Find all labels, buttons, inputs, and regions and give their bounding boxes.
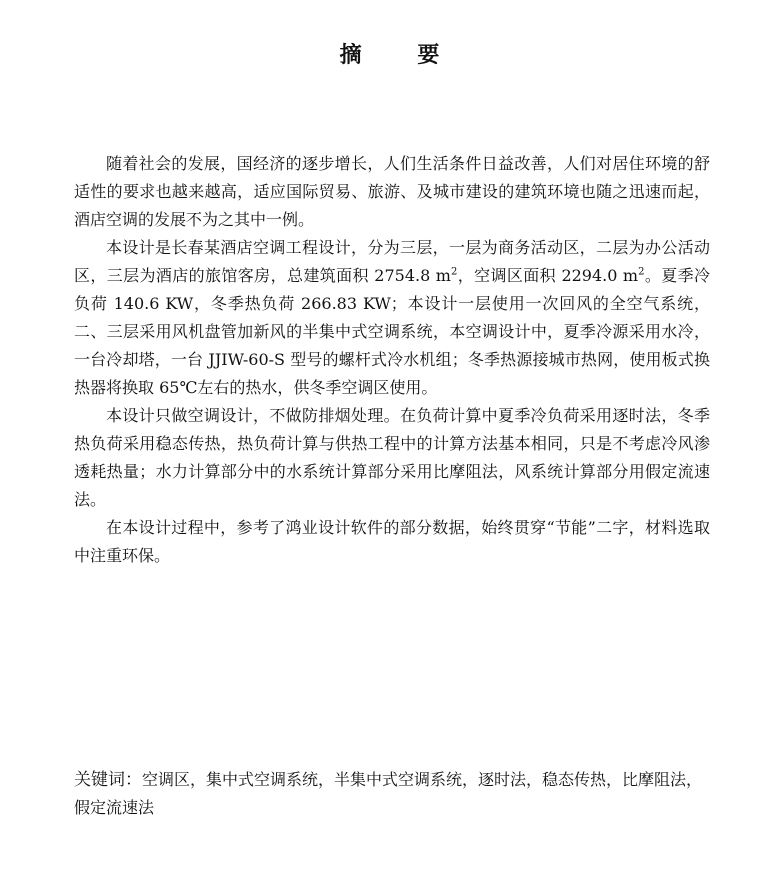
keywords-label: 关键词： bbox=[74, 770, 142, 790]
abstract-paragraph-4: 在本设计过程中，参考了鸿业设计软件的部分数据，始终贯穿“节能”二字，材料选取中注重环保。 bbox=[74, 518, 710, 565]
abstract-paragraph-1: 随着社会的发展，国经济的逐步增长，人们生活条件日益改善，人们对居住环境的舒适性的要求也越来越高，适应国际贸易、旅游、及城市建设的建筑环境也随之迅速而起，酒店空调的发展不为之其中一例。 bbox=[74, 154, 710, 229]
paragraph-2-part-b: ，空调区面积 2294.0 m bbox=[457, 266, 639, 285]
paragraph-2-part-a: 本设计是长春某酒店空调工程设计，分为三层，一层为商务活动区，二层为办公活动区，三层为酒店的旅馆客房，总建筑面积 2754.8 m bbox=[74, 238, 710, 285]
superscript-square-b: 2 bbox=[638, 266, 645, 278]
abstract-body bbox=[74, 150, 710, 570]
keywords-text: 空调区，集中式空调系统，半集中式空调系统，逐时法，稳态传热，比摩阻法，假定流速法 bbox=[74, 770, 703, 817]
page-title: 摘 要 bbox=[339, 43, 464, 68]
paragraph-2-part-c: 。夏季冷负荷 140.6 KW，冬季热负荷 266.83 KW；本设计一层使用一次回风的全空气系统，二、三层采用风机盘管加新风的半集中式空调系统，本空调设计中，夏季冷源采用水冷，一台冷却塔，一台 JJIW-60-S 型号的螺杆式冷水机组；冬季热源接城市热网，使用板式换热器将换取 65℃左右的热水，供冬季空调区使用。 bbox=[74, 266, 710, 397]
abstract-paragraph-3: 本设计只做空调设计，不做防排烟处理。在负荷计算中夏季冷负荷采用逐时法，冬季热负荷采用稳态传热，热负荷计算与供热工程中的计算方法基本相同，只是不考虑冷风渗透耗热量；水力计算部分中的水系统计算部分采用比摩阻法，风系统计算部分用假定流速法。 bbox=[74, 406, 710, 509]
superscript-square-a: 2 bbox=[450, 266, 458, 278]
keywords-line bbox=[74, 766, 710, 822]
abstract-paragraph-2 bbox=[74, 234, 710, 402]
